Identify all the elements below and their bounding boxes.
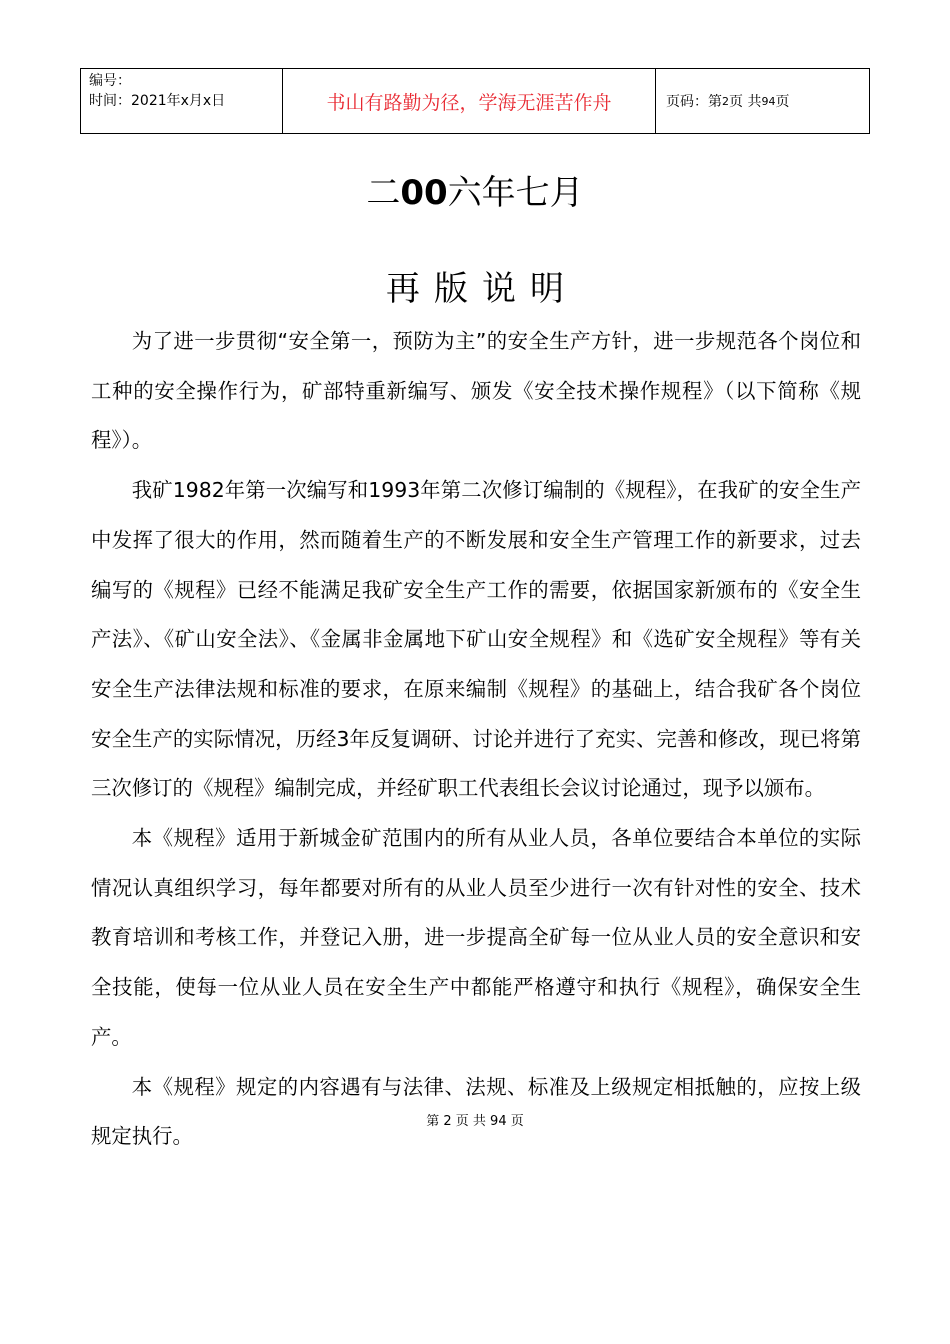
serial-label: 编号： [89, 73, 131, 89]
page-indicator [656, 69, 869, 133]
page-number: 2 [722, 94, 729, 108]
page-mid: 页 共 [729, 94, 762, 110]
page-prefix: 页码：第 [666, 94, 722, 110]
paragraph: 为了进一步贯彻“安全第一，预防为主”的安全生产方针，进一步规范各个岗位和工种的安全操作行为，矿部特重新编写、颁发《安全技术操作规程》（以下简称《规程》）。 [91, 329, 861, 453]
time-label: 时间：2021年x月x日 [89, 93, 226, 109]
paragraph: 本《规程》适用于新城金矿范围内的所有从业人员，各单位要结合本单位的实际情况认真组织学习，每年都要对所有的从业人员至少进行一次有针对性的安全、技术教育培训和考核工作，并登记入册，进一步提高全矿每一位从业人员的安全意识和安全技能，使每一位从业人员在安全生产中都能严格遵守和执行《规程》，确保安全生产。 [91, 826, 861, 1049]
body-text [91, 317, 861, 1162]
date-part-2: 00 [400, 173, 448, 213]
paragraph: 我矿1982年第一次编写和1993年第二次修订编制的《规程》，在我矿的安全生产中发挥了很大的作用，然而随着生产的不断发展和安全生产管理工作的新要求，过去编写的《规程》已经不能满足我矿安全生产工作的需要，依据国家新颁布的《安全生产法》、《矿山安全法》、《金属非金属地下矿山安全规程》和《选矿安全规程》等有关安全生产法律法规和标准的要求，在原来编制《规程》的基础上，结合我矿各个岗位安全生产的实际情况，历经3年反复调研、讨论并进行了充实、完善和修改，现已将第三次修订的《规程》编制完成，并经矿职工代表组长会议讨论通过，现予以颁布。 [91, 478, 861, 801]
date-part-1: 二 [366, 173, 401, 213]
page-total: 94 [761, 94, 776, 108]
paragraph: 本《规程》规定的内容遇有与法律、法规、标准及上级规定相抵触的，应按上级规定执行。 [91, 1074, 861, 1149]
motto: 书山有路勤为径，学海无涯苦作舟 [283, 69, 656, 133]
header-info-cell [81, 69, 283, 133]
header-table [80, 68, 870, 134]
page-footer: 第 2 页 共 94 页 [426, 1114, 524, 1129]
page-suffix: 页 [775, 94, 790, 110]
date-part-3: 六年七月 [447, 173, 584, 213]
date-title [0, 170, 950, 216]
section-title: 再版说明 [386, 269, 578, 309]
